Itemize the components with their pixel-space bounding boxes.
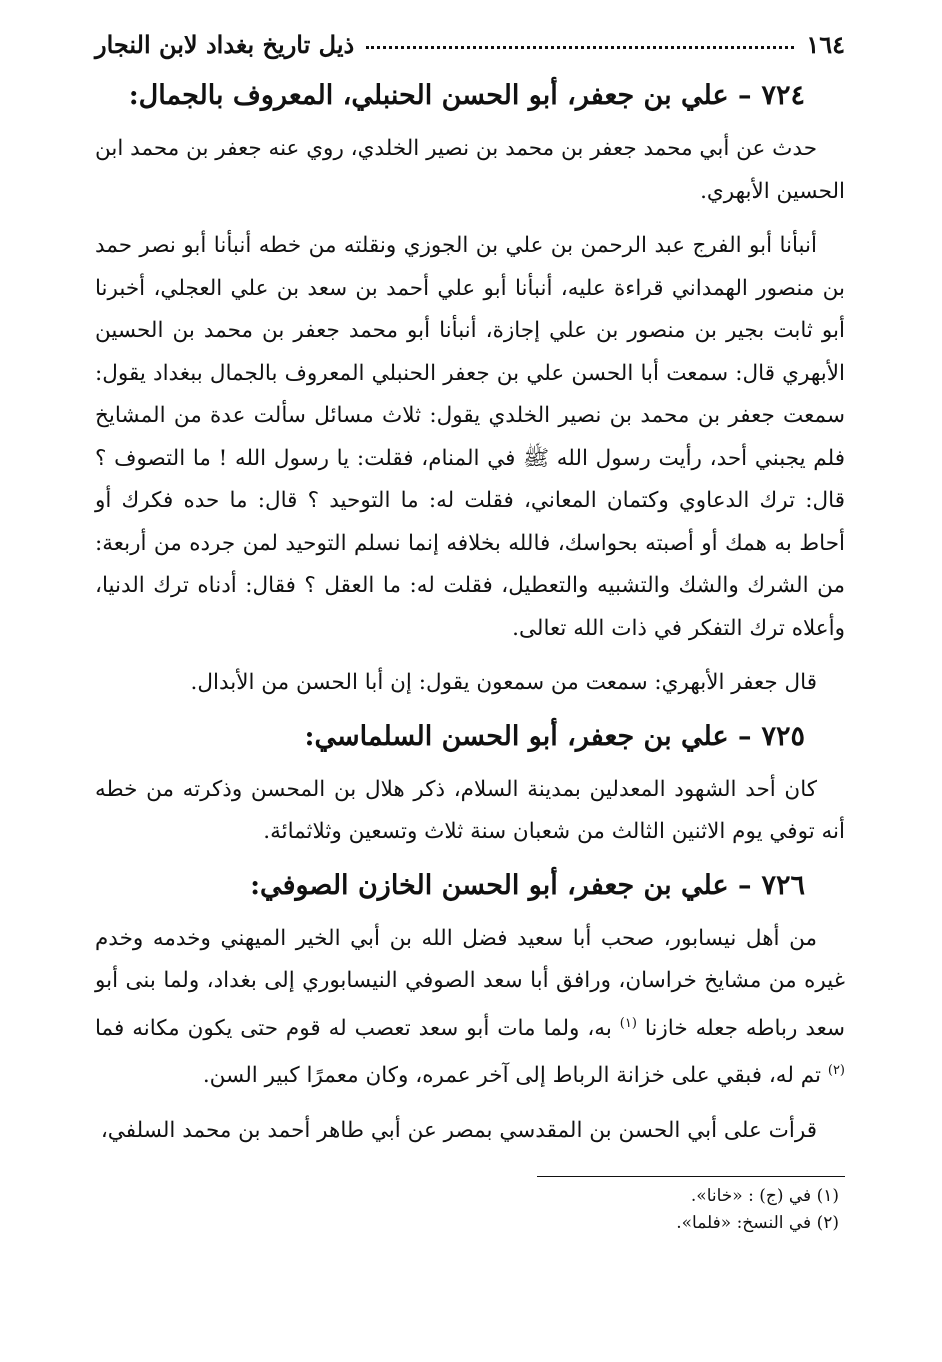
entry-number: ٧٢٥ — [761, 720, 805, 752]
page-number: ١٦٤ — [806, 29, 845, 59]
footnote-reference: (٢) — [827, 1063, 845, 1079]
entry-heading — [95, 866, 805, 906]
header-dotted-leader — [366, 46, 794, 49]
footnote-divider — [537, 1176, 845, 1177]
entry-heading — [95, 717, 805, 757]
entry-number: ٧٢٦ — [761, 869, 805, 901]
entry-title: – علي بن جعفر، أبو الحسن الحنبلي، المعروف بالجمال: — [128, 80, 752, 111]
entry-title: – علي بن جعفر، أبو الحسن الخازن الصوفي: — [250, 869, 752, 901]
entry-paragraph: كان أحد الشهود المعدلين بمدينة السلام، ذكر هلال بن المحسن وذكرته من خطه أنه توفي يوم الاثنين الثالث من شعبان سنة ثلاث وتسعين وثلاثمائة. — [95, 776, 845, 844]
book-title: ذيل تاريخ بغداد لابن النجار — [95, 29, 355, 59]
footnote: (٢) في النسخ: «فلما». — [676, 1213, 839, 1234]
entry-title: – علي بن جعفر، أبو الحسن السلماسي: — [304, 720, 752, 752]
entry-number: ٧٢٤ — [761, 80, 805, 111]
entry-paragraph: قال جعفر الأبهري: سمعت من سمعون يقول: إن أبا الحسن من الأبدال. — [190, 670, 817, 695]
entry-heading — [95, 76, 805, 116]
running-header — [95, 22, 845, 66]
footnote-reference: (١) — [619, 1015, 637, 1031]
entry-paragraph: حدث عن أبي محمد جعفر بن محمد بن نصير الخلدي، روي عنه جعفر بن محمد ابن الحسين الأبهري. — [95, 136, 845, 204]
entry-paragraph — [95, 918, 845, 1098]
footnote: (١) في (ج) : «خانا». — [690, 1186, 839, 1207]
paragraph-text: به، ولما مات أبو سعد تعصب له قوم حتى يكون مكانه فما — [95, 1015, 612, 1041]
paragraph-text: من أهل نيسابور، صحب أبا سعيد فضل الله بن أبي الخير الميهني وخدمه وخدم غيره من مشايخ خراسان، ورافق أبا سعد الصوفي النيسابوري إلى بغداد، ولما بنى أبو سعد رباطه جعله خازنا — [95, 925, 845, 1041]
paragraph-text: تم له، فبقي على خزانة الرباط إلى آخر عمره، وكان معمرًا كبير السن. — [202, 1063, 822, 1089]
entry-paragraph: أنبأنا أبو الفرج عبد الرحمن بن علي بن الجوزي ونقلته من خطه أنبأنا أبو نصر حمد بن منصور الهمداني قراءة عليه، أنبأنا أبو علي أحمد بن سعد بن علي العجلي، أخبرنا أبو ثابت بجير بن منصور بن علي إجازة، أنبأنا أبو محمد جعفر بن محمد بن الحسين الأبهري قال: سمعت أبا الحسن علي بن جعفر الحنبلي المعروف بالجمال ببغداد يقول: سمعت جعفر بن محمد بن نصير الخلدي يقول: ثلاث مسائل سألت عدة من المشايخ فلم يجبني أحد، رأيت رسول الله ﷺ في المنام، فقلت: يا رسول الله ! ما التصوف ؟ قال: ترك الدعاوي وكتمان المعاني، فقلت له: ما التوحيد ؟ قال: ما حده فكرك أو أحاط به همك أو أصبته بحواسك، فالله بخلافه إنما نسلم التوحيد لمن جرده من أربعة: من الشرك والشك والتشبيه والتعطيل، فقلت له: ما العقل ؟ فقال: أدناه ترك الدنيا، وأعلاه ترك التفكر في ذات الله تعالى. — [95, 233, 845, 641]
entry-paragraph: قرأت على أبي الحسن بن المقدسي بمصر عن أبي طاهر أحمد بن محمد السلفي، — [100, 1117, 817, 1143]
book-page — [95, 22, 845, 1237]
